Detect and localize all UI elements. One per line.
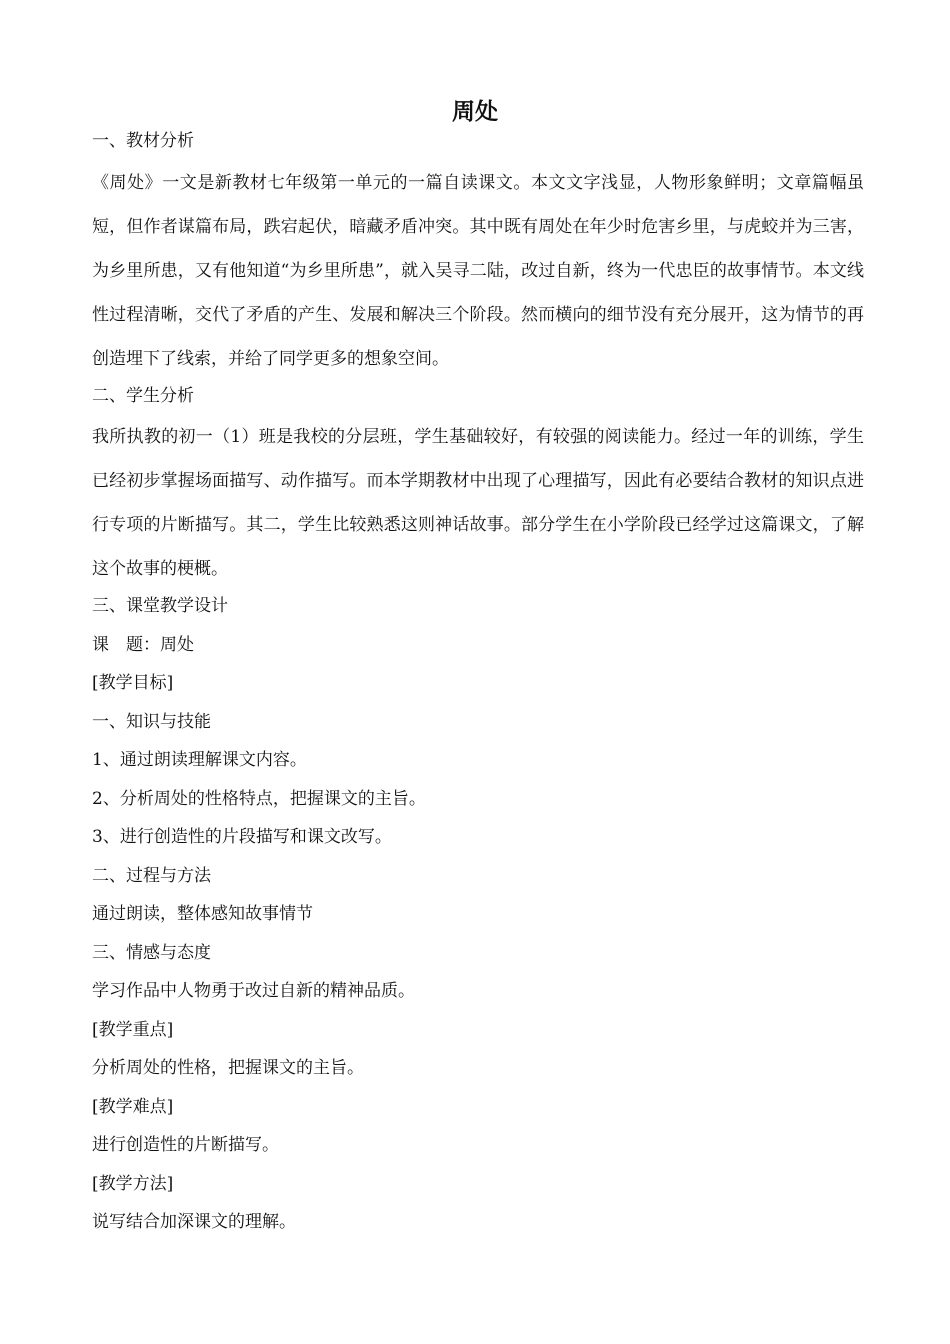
knowledge-item: 3、进行创造性的片段描写和课文改写。: [92, 827, 392, 847]
emotion-attitude-text: 学习作品中人物勇于改过自新的精神品质。: [92, 981, 415, 1001]
method-text: 说写结合加深课文的理解。: [92, 1212, 296, 1232]
objectives-heading: [教学目标]: [92, 673, 174, 693]
key-points-text: 分析周处的性格，把握课文的主旨。: [92, 1058, 364, 1078]
lesson-topic: 课 题：周处: [92, 634, 194, 655]
document-body: [92, 122, 864, 1242]
method-heading: [教学方法]: [92, 1173, 174, 1194]
section-heading-textbook-analysis: 一、教材分析: [92, 131, 194, 151]
paragraph-student-analysis: 我所执教的初一（1）班是我校的分层班，学生基础较好，有较强的阅读能力。经过一年的训练，学生已经初步掌握场面描写、动作描写。而本学期教材中出现了心理描写，因此有必要结合教材的知识点进行专项的片断描写。其二，学生比较熟悉这则神话故事。部分学生在小学阶段已经学过这篇课文，了解这个故事的梗概。: [92, 427, 864, 579]
emotion-attitude-heading: 三、情感与态度: [92, 942, 211, 963]
key-points-heading: [教学重点]: [92, 1019, 174, 1040]
knowledge-item: 1、通过朗读理解课文内容。: [92, 750, 307, 770]
process-method-heading: 二、过程与方法: [92, 865, 211, 886]
knowledge-skills-heading: 一、知识与技能: [92, 711, 211, 732]
knowledge-item: 2、分析周处的性格特点，把握课文的主旨。: [92, 788, 426, 809]
difficulty-heading: [教学难点]: [92, 1096, 174, 1117]
process-method-text: 通过朗读，整体感知故事情节: [92, 904, 313, 924]
paragraph-textbook-analysis: 《周处》一文是新教材七年级第一单元的一篇自读课文。本文文字浅显，人物形象鲜明；文章篇幅虽短，但作者谋篇布局，跌宕起伏，暗藏矛盾冲突。其中既有周处在年少时危害乡里，与虎蛟并为三害，为乡里所患，又有他知道“为乡里所患”，就入吴寻二陆，改过自新，终为一代忠臣的故事情节。本文线性过程清晰，交代了矛盾的产生、发展和解决三个阶段。然而横向的细节没有充分展开，这为情节的再创造埋下了线索，并给了同学更多的想象空间。: [92, 172, 864, 369]
document-title: 周处: [452, 99, 498, 125]
section-heading-student-analysis: 二、学生分析: [92, 385, 194, 406]
section-heading-teaching-design: 三、课堂教学设计: [92, 596, 228, 616]
difficulty-text: 进行创造性的片断描写。: [92, 1135, 279, 1155]
